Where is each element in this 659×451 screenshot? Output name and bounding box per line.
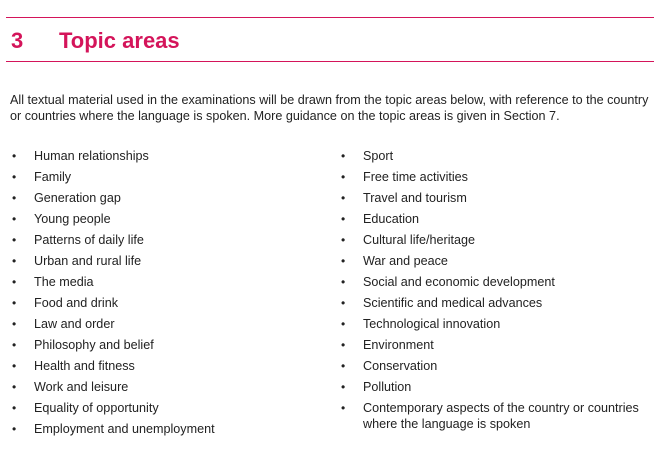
bullet-icon: • [341,380,346,394]
topic-item [10,338,310,354]
bullet-icon: • [12,359,17,373]
topic-label: Technological innovation [363,317,501,331]
topic-label: Work and leisure [34,380,129,394]
topic-item [339,212,639,228]
topic-item [10,191,310,207]
topic-item [339,380,639,396]
topic-label: Scientific and medical advances [363,296,543,310]
topic-label: Social and economic development [363,275,555,289]
section-number: 3 [11,28,24,53]
bullet-icon: • [341,275,346,289]
bullet-icon: • [12,401,17,415]
topic-item [339,359,639,375]
intro-paragraph: All textual material used in the examinations will be drawn from the topic areas below, with reference to the country or countries where the language is spoken. More guidance on the topic areas is given in Section 7. [10,93,649,123]
bullet-icon: • [12,254,17,268]
bullet-icon: • [12,191,17,205]
topic-label: Contemporary aspects of the country or countries where the language is spoken [363,401,639,431]
topic-label: Education [363,212,420,226]
bullet-icon: • [12,275,17,289]
topic-item [10,401,310,417]
topic-item [10,233,310,249]
topic-item [339,275,639,291]
topic-label: Patterns of daily life [34,233,144,247]
bullet-icon: • [12,296,17,310]
topic-label: Food and drink [34,296,119,310]
bullet-icon: • [341,170,346,184]
topic-label: Law and order [34,317,115,331]
topic-label: Pollution [363,380,412,394]
topic-item [10,317,310,333]
topic-label: Sport [363,149,394,163]
bullet-icon: • [341,254,346,268]
bullet-icon: • [341,296,346,310]
bullet-icon: • [12,338,17,352]
bullet-icon: • [12,170,17,184]
bullet-icon: • [341,149,346,163]
topic-label: Generation gap [34,191,121,205]
topic-label: Family [34,170,72,184]
bullet-icon: • [341,338,346,352]
topic-item [10,212,310,228]
topic-list-right [339,149,639,438]
topic-item [10,422,310,438]
section-heading [11,28,180,54]
topic-label: Conservation [363,359,438,373]
topic-item [339,254,639,270]
bottom-rule [6,61,654,62]
topic-item [339,317,639,333]
bullet-icon: • [341,359,346,373]
bullet-icon: • [341,401,346,415]
topic-label: War and peace [363,254,448,268]
topic-item [10,296,310,312]
topic-item [10,275,310,291]
topic-label: Urban and rural life [34,254,142,268]
topic-item [10,380,310,396]
top-rule [6,17,654,18]
topic-label: Free time activities [363,170,468,184]
topic-label: The media [34,275,94,289]
topic-label: Equality of opportunity [34,401,159,415]
topic-item [10,359,310,375]
bullet-icon: • [12,317,17,331]
bullet-icon: • [12,149,17,163]
topic-item [339,170,639,186]
topic-label: Health and fitness [34,359,135,373]
topic-item [339,233,639,249]
topic-item [10,149,310,165]
bullet-icon: • [12,212,17,226]
topic-item [10,170,310,186]
bullet-icon: • [341,191,346,205]
section-title: Topic areas [59,28,180,53]
bullet-icon: • [341,317,346,331]
bullet-icon: • [341,212,346,226]
topic-item [10,254,310,270]
topic-item [339,296,639,312]
bullet-icon: • [12,422,17,436]
topic-item [339,191,639,207]
topic-label: Environment [363,338,434,352]
bullet-icon: • [12,233,17,247]
bullet-icon: • [341,233,346,247]
topic-label: Philosophy and belief [34,338,154,352]
topic-label: Travel and tourism [363,191,467,205]
topic-item [339,338,639,354]
topic-item [339,401,639,432]
bullet-icon: • [12,380,17,394]
topic-label: Human relationships [34,149,149,163]
topic-item [339,149,639,165]
topic-label: Young people [34,212,111,226]
topic-label: Employment and unemployment [34,422,215,436]
topic-list-left [10,149,310,443]
topic-label: Cultural life/heritage [363,233,476,247]
